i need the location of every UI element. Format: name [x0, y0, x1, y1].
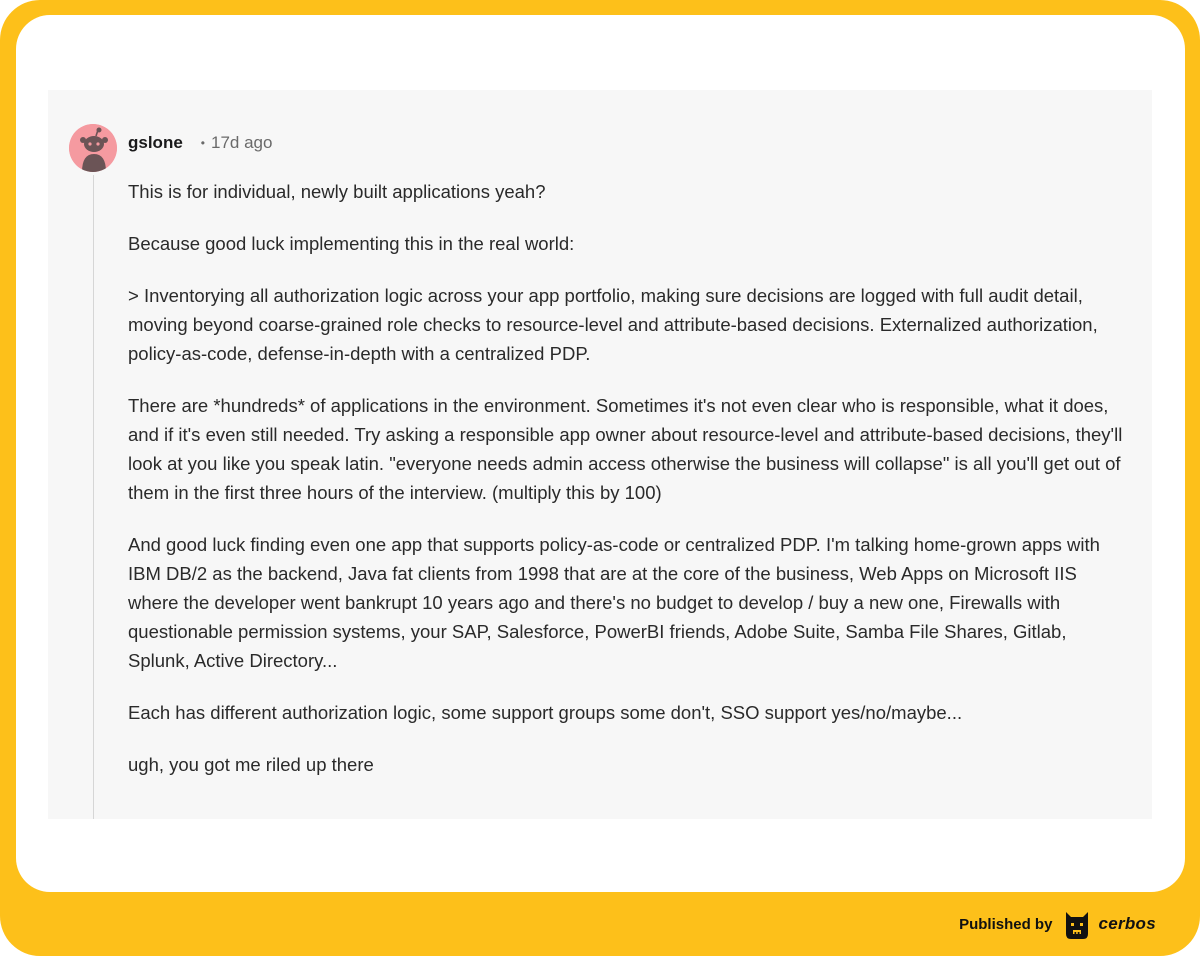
- comment-body: [128, 177, 1128, 802]
- cerbos-logo-icon: [1064, 908, 1090, 940]
- comment-paragraph: There are *hundreds* of applications in the environment. Sometimes it's not even clear who is responsible, what it does, and if it's even still needed. Try asking a responsible app owner about resource-level and attribute-based decisions, they'll look at you like you speak latin. "everyone needs admin access otherwise the business will collapse" is all you'll get out of them in the first three hours of the interview. (multiply this by 100): [128, 395, 1123, 503]
- comment-paragraph: Because good luck implementing this in the real world:: [128, 233, 575, 254]
- publisher-footer: [959, 906, 1156, 942]
- comment-timestamp[interactable]: 17d ago: [211, 133, 273, 152]
- user-avatar-icon[interactable]: [69, 124, 117, 172]
- comment-paragraph: This is for individual, newly built applications yeah?: [128, 181, 546, 202]
- comment-paragraph: Each has different authorization logic, some support groups some don't, SSO support yes/no/maybe...: [128, 702, 963, 723]
- published-by-label: Published by: [959, 915, 1053, 933]
- comment-paragraph: And good luck finding even one app that supports policy-as-code or centralized PDP. I'm talking home-grown apps with IBM DB/2 as the backend, Java fat clients from 1998 that are at the core of the business, Web Apps on Microsoft IIS where the developer went bankrupt 10 years ago and there's no budget to develop / buy a new one, Firewalls with questionable permission systems, your SAP, Salesforce, PowerBI friends, Adobe Suite, Samba File Shares, Gitlab, Splunk, Active Directory...: [128, 534, 1100, 671]
- comment-paragraph: > Inventorying all authorization logic across your app portfolio, making sure decisions are logged with full audit detail, moving beyond coarse-grained role checks to resource-level and attribute-based decisions. Externalized authorization, policy-as-code, defense-in-depth with a centralized PDP.: [128, 285, 1098, 364]
- meta-separator: •: [200, 136, 205, 150]
- content-panel: [16, 15, 1185, 892]
- snoo-avatar-icon: [69, 124, 117, 172]
- comment-meta: [128, 131, 272, 155]
- thread-line[interactable]: [93, 175, 94, 819]
- comment-author[interactable]: gslone: [128, 133, 183, 152]
- comment-card: [48, 90, 1152, 819]
- comment-paragraph: ugh, you got me riled up there: [128, 754, 374, 775]
- cerbos-brand: cerbos: [1098, 914, 1156, 933]
